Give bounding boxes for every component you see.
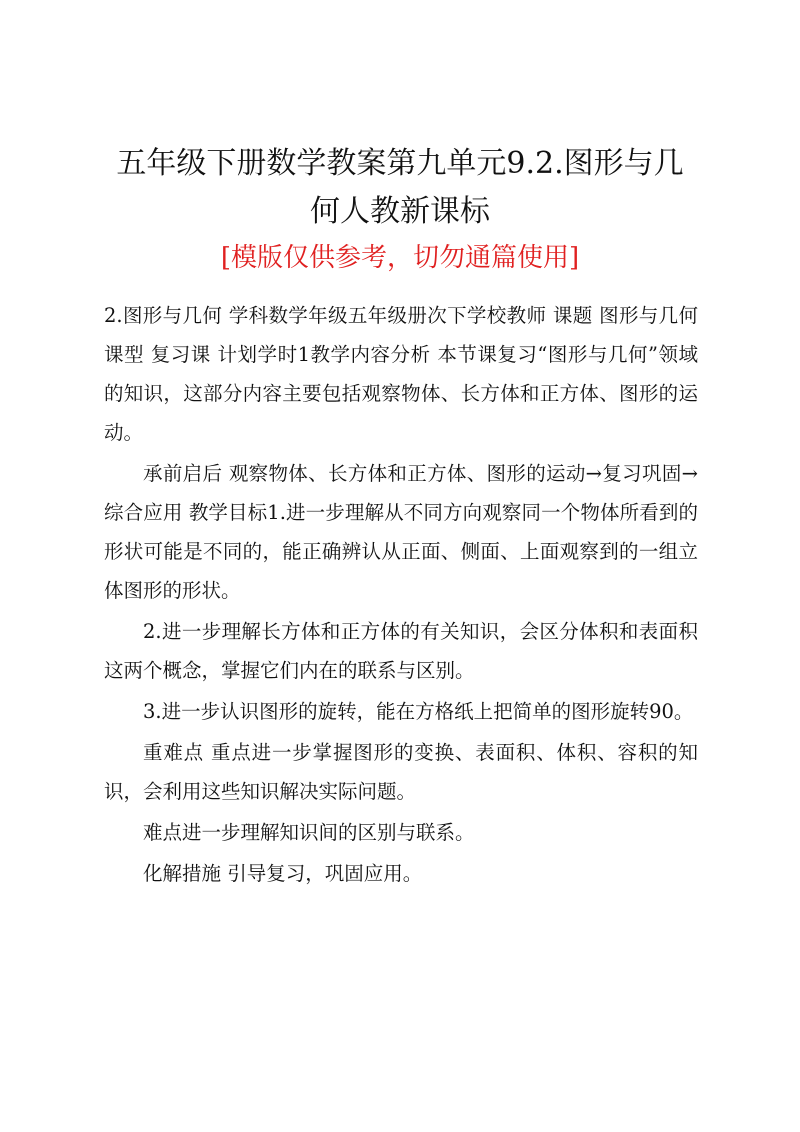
paragraph-key-points: 重难点 重点进一步掌握图形的变换、表面积、体积、容积的知识，会利用这些知识解决实际问题。 [104,741,698,803]
title-line-1: 五年级下册数学教案第九单元9.2.图形与几 [116,146,684,181]
title-line-2: 何人教新课标 [310,194,490,229]
paragraph-measures: 化解措施 引导复习，巩固应用。 [143,862,423,885]
paragraph-objective-2: 2.进一步理解长方体和正方体的有关知识，会区分体积和表面积这两个概念，掌握它们内在的联系与区别。 [104,620,698,682]
paragraph-objective-3: 3.进一步认识图形的旋转，能在方格纸上把简单的图形旋转90。 [143,700,694,723]
template-notice: [模版仅供参考，切勿通篇使用] [220,243,580,273]
document-title [100,140,700,236]
document-body [104,296,698,895]
paragraph-intro: 2.图形与几何 学科数学年级五年级册次下学校教师 课题 图形与几何 课型 复习课 计划学时1教学内容分析 本节课复习“图形与几何”领域的知识，这部分内容主要包括观察物体、长方体和正方体、图形的运动。 [104,304,698,444]
paragraph-difficulties: 难点进一步理解知识间的区别与联系。 [143,821,475,844]
paragraph-objectives: 承前启后 观察物体、长方体和正方体、图形的运动→复习巩固→综合应用 教学目标1.进一步理解从不同方向观察同一个物体所看到的形状可能是不同的，能正确辨认从正面、侧面、上面观察到的一组立体图形的形状。 [104,462,698,602]
